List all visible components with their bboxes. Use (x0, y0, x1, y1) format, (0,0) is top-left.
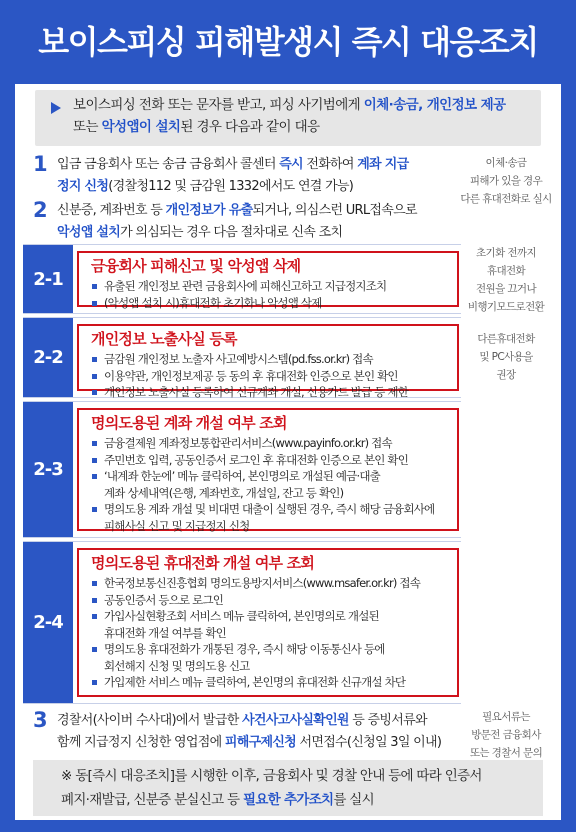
list-item: 금감원 개인정보 노출자 사고예방시스템(pd.fss.or.kr) 접속 (91, 351, 449, 368)
intro-line-2: 또는 악성앱이 설치된 경우 다음과 같이 대응 (73, 119, 320, 135)
substep-box (77, 324, 459, 399)
substep-heading: 금융회사 피해신고 및 악성앱 삭제 (91, 257, 301, 275)
list-item: 금융결제원 계좌정보통합관리서비스(www.payinfo.or.kr) 접속 (91, 435, 449, 452)
list-item: 개인정보 노출사실 등록하여 신규계좌 개설, 신용카드 발급 등 제한 (91, 384, 449, 401)
list-item: 가입사실현황조회 서비스 메뉴 클릭하여, 본인명의로 개설된 (91, 608, 449, 625)
substep-box (77, 408, 459, 531)
intro-highlight-transfer: 이체·송금, 개인정보 제공 (363, 97, 506, 113)
step-3-number: 3 (33, 708, 48, 732)
substep-2-1 (23, 244, 461, 314)
list-item-continuation: 계좌 상세내역(은행, 계좌번호, 개설일, 잔고 등 확인) (104, 485, 344, 500)
list-item-continuation: 회선해지 신청 및 명의도용 신고 (104, 658, 250, 673)
list-item: 공동인증서 등으로 로그인 (91, 592, 449, 609)
substep-heading: 개인정보 노출사실 등록 (91, 330, 237, 348)
substep-label: 2-2 (23, 318, 73, 397)
substep-box (77, 548, 459, 697)
step-2-text: 신분증, 계좌번호 등 개인정보가 유출되거나, 의심스런 URL접속으로 악성앱 설치가 의심되는 경우 다음 절차대로 신속 조치 (57, 203, 417, 240)
substep-label: 2-4 (23, 542, 73, 703)
list-item: 주민번호 입력, 공동인증서 로그인 후 휴대전화 인증으로 본인 확인 (91, 452, 449, 469)
intro-highlight-malware: 악성앱이 설치 (101, 119, 181, 135)
substep-2-3 (23, 401, 461, 538)
list-item: 유출된 개인정보 관련 금융회사에 피해신고하고 지급정지조치 (91, 278, 449, 295)
list-item: ‘내계좌 한눈에’ 메뉴 클릭하여, 본인명의로 개설된 예금·대출 (91, 468, 449, 485)
list-item: 이용약관, 개인정보제공 등 동의 후 휴대전화 인증으로 본인 확인 (91, 368, 449, 385)
list-item: 명의도용 계좌 개설 및 비대면 대출이 실행된 경우, 즉시 해당 금융회사에 (91, 501, 449, 518)
substep-box (77, 251, 459, 310)
intro-line-1: 보이스피싱 전화 또는 문자를 받고, 피싱 사기범에게 이체·송금, 개인정보 제공 (73, 97, 506, 113)
list-item: (악성앱 설치 시)휴대전화 초기화나 악성앱 삭제 (91, 295, 449, 312)
substep-2-2 (23, 317, 461, 398)
substep-label: 2-3 (23, 402, 73, 537)
intro-box (35, 90, 541, 146)
list-item: 한국정보통신진흥협회 명의도용방지서비스(www.msafer.or.kr) 접속 (91, 575, 449, 592)
triangle-bullet-icon (51, 102, 61, 114)
step-1-number: 1 (33, 152, 48, 176)
substep-heading: 명의도용된 휴대전화 개설 여부 조회 (91, 554, 315, 572)
list-item: 가입제한 서비스 메뉴 클릭하여, 본인명의 휴대전화 신규개설 차단 (91, 674, 449, 691)
page-title: 보이스피싱 피해발생시 즉시 대응조치 (38, 23, 538, 61)
step-3-note: 필요서류는 방문전 금융회사 또는 경찰서 문의 (469, 711, 543, 759)
step-3-text: 경찰서(사이버 수사대)에서 발급한 사건사고사실확인원 등 증빙서류와 함께 지급정지 신청한 영업점에 피해구제신청 서면접수(신청일 3일 이내) (57, 713, 442, 750)
list-item-continuation: 휴대전화 개설 여부를 확인 (104, 625, 226, 640)
step-1-note: 이체·송금 피해가 있을 경우 다른 휴대전화로 실시 (460, 157, 552, 205)
substep-2-4 (23, 541, 461, 704)
footer-note: ※ 동[즉시 대응조치]를 시행한 이후, 금융회사 및 경찰 안내 등에 따라 인증서 폐지·재발급, 신분증 분실신고 등 필요한 추가조치를 실시 (33, 760, 543, 816)
step-1-text: 입금 금융회사 또는 송금 금융회사 콜센터 즉시 전화하여 계좌 지급 정지 신청(경찰청112 및 금감원 1332에서도 연결 가능) (57, 157, 409, 194)
footer-highlight: 필요한 추가조치 (242, 792, 334, 808)
step-2-note: 초기화 전까지 휴대전화 전원을 끄거나 비행기모드로전환 다른휴대전화 및 PC사용을 권장 (467, 247, 545, 381)
substep-heading: 명의도용된 계좌 개설 여부 조회 (91, 414, 287, 432)
list-item: 명의도용 휴대전화가 개통된 경우, 즉시 해당 이동통신사 등에 (91, 641, 449, 658)
step-2-number: 2 (33, 198, 48, 222)
list-item-continuation: 피해사실 신고 및 지급정지 신청 (104, 518, 250, 533)
content-panel (15, 84, 561, 820)
substep-label: 2-1 (23, 245, 73, 313)
